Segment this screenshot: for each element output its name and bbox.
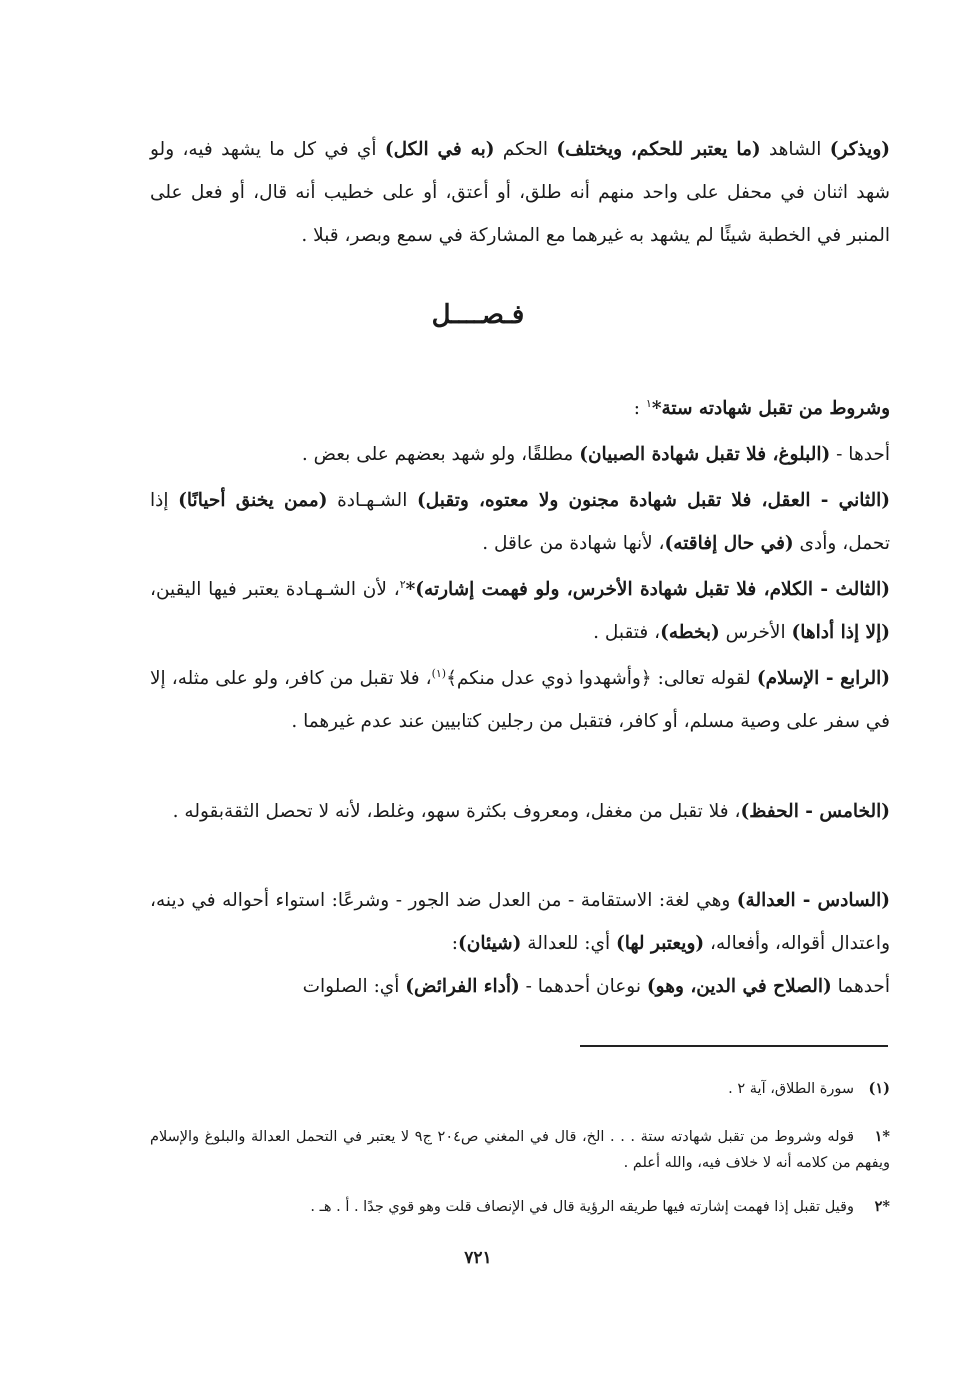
text-run: ، فتقبل . xyxy=(593,622,661,643)
paragraph-witness-recall xyxy=(150,128,890,257)
text-run: : xyxy=(633,398,646,419)
footnote-ref[interactable]: (١) xyxy=(431,666,447,680)
paragraph-condition-islam xyxy=(150,657,890,743)
text-run: الأخرس xyxy=(719,622,792,643)
footnote-text: قوله وشروط من تقبل شهادته ستة . . . الخ، قال في المغني ص٢٠٤ ج٩ لا يعتبر في التحمل العدالة والبلوغ والإسلام ويفهم من كلامه أنه لا خلاف فيه، والله أعلم . xyxy=(150,1129,890,1171)
bold-term: (الصلاح في الدين، وهو) xyxy=(646,976,832,997)
footnote-divider xyxy=(580,1045,888,1047)
text-run: لقوله تعالى: ﴿وأشهدوا ذوي عدل منكم﴾ xyxy=(446,668,757,689)
text-run: أي في كل ما يشهد فيه، ولو شهد اثنان في محفل على واحد منهم أنه طلق، أو أعتق، أو على خطيب أنه قال، أو فعل على المنبر في الخطبة شيئًا لم يشهد به غيرهما مع المشاركة في سمع وبصر، قبلا . xyxy=(150,139,890,246)
bold-term: (أداء الفرائض) xyxy=(405,976,520,997)
footnote-ref[interactable]: ٢ xyxy=(399,577,406,591)
paragraph-righteousness xyxy=(150,965,890,1008)
bold-term: (ما يعتبر للحكم، ويختلف) xyxy=(556,139,761,160)
bold-term: (بخطه) xyxy=(660,622,720,643)
footnote-text: وقيل تقبل إذا فهمت إشارته فيها طريقه الرؤية قال في الإنصاف قلت وهو قوي جدًا . أ . هـ . xyxy=(310,1199,854,1215)
text-run: إذا تحمل، وأدى xyxy=(150,490,890,554)
bold-term: (البلوغ، فلا تقبل شهادة الصبيان) xyxy=(579,444,831,465)
text-run: أي: الصلوات xyxy=(302,976,406,997)
paragraph-conditions-intro xyxy=(150,387,890,430)
bold-term: (في حال إفاقته) xyxy=(664,533,794,554)
text-run: أي: للعدالة xyxy=(521,933,617,954)
footnote-1 xyxy=(150,1076,890,1102)
text-run: : xyxy=(451,933,459,954)
text-run: ، فلا تقبل من كافر، ولو على مثله، إلا في سفر على وصية مسلم، أو كافر، فتقبل من رجلين كتابيين عند عدم غيرهما . xyxy=(150,668,890,732)
text-run: ، لأن الشـهـادة يعتبر فيها اليقين، xyxy=(150,579,400,600)
paragraph-condition-speech xyxy=(150,568,890,654)
bold-term: (شيئان) xyxy=(458,933,522,954)
section-heading: فـصــــل xyxy=(431,300,525,330)
bold-term: (ممن يخنق أحيانًا) xyxy=(178,490,328,511)
bold-term: (الثالث - الكلام، فلا تقبل شهادة الأخرس، ولو فهمت إشارته)* xyxy=(405,579,891,600)
footnote-ref[interactable]: ١ xyxy=(645,396,652,410)
text-run: أحدهما xyxy=(831,976,890,997)
text-run: ، فلا تقبل من مغفل، ومعروف بكثرة سهو، وغلط، لأنه لا تحصل الثقةبقوله . xyxy=(172,801,741,822)
footnote-star-2 xyxy=(150,1194,890,1220)
paragraph-condition-sanity xyxy=(150,479,890,565)
page-number: ٧٢١ xyxy=(464,1248,492,1268)
text-run: مطلقًا، ولو شهد بعضهم على بعض . xyxy=(301,444,580,465)
paragraph-condition-memory xyxy=(150,790,890,833)
bold-term: (السادس - العدالة) xyxy=(736,890,890,911)
footnote-marker: *١ xyxy=(874,1128,891,1145)
footnote-star-1 xyxy=(150,1124,890,1176)
text-run: ، لأنها شهادة من عاقل . xyxy=(482,533,665,554)
bold-term: (الخامس - الحفظ) xyxy=(740,801,890,822)
bold-term: (إلا إذا أداها) xyxy=(791,622,890,643)
text-run: وهي لغة: الاستقامة - من العدل ضد الجور - وشرعًا: استواء أحواله في دينه، واعتدال أقواله، وأفعاله، xyxy=(150,890,890,954)
text-run: الشاهد xyxy=(760,139,830,160)
bold-term: (به في الكل) xyxy=(384,139,495,160)
bold-term: (ويذكر) xyxy=(829,139,891,160)
paragraph-condition-puberty xyxy=(150,433,890,476)
footnote-marker: *٢ xyxy=(874,1198,890,1215)
text-run: الشـهـادة xyxy=(327,490,417,511)
paragraph-condition-justice xyxy=(150,879,890,965)
bold-term: وشروط من تقبل شهادته ستة* xyxy=(651,398,890,419)
footnote-text: سورة الطلاق، آية ٢ . xyxy=(728,1081,854,1097)
text-run: الحكم xyxy=(494,139,557,160)
text-run: أحدها - xyxy=(830,444,890,465)
bold-term: (الثاني - العقل، فلا تقبل شهادة مجنون ولا معتوه، وتقبل) xyxy=(416,490,890,511)
bold-term: (ويعتبر لها) xyxy=(616,933,705,954)
text-run: نوعان أحدهما - xyxy=(519,976,647,997)
bold-term: (الرابع - الإسلام) xyxy=(756,668,890,689)
footnote-marker: (١) xyxy=(868,1080,890,1097)
